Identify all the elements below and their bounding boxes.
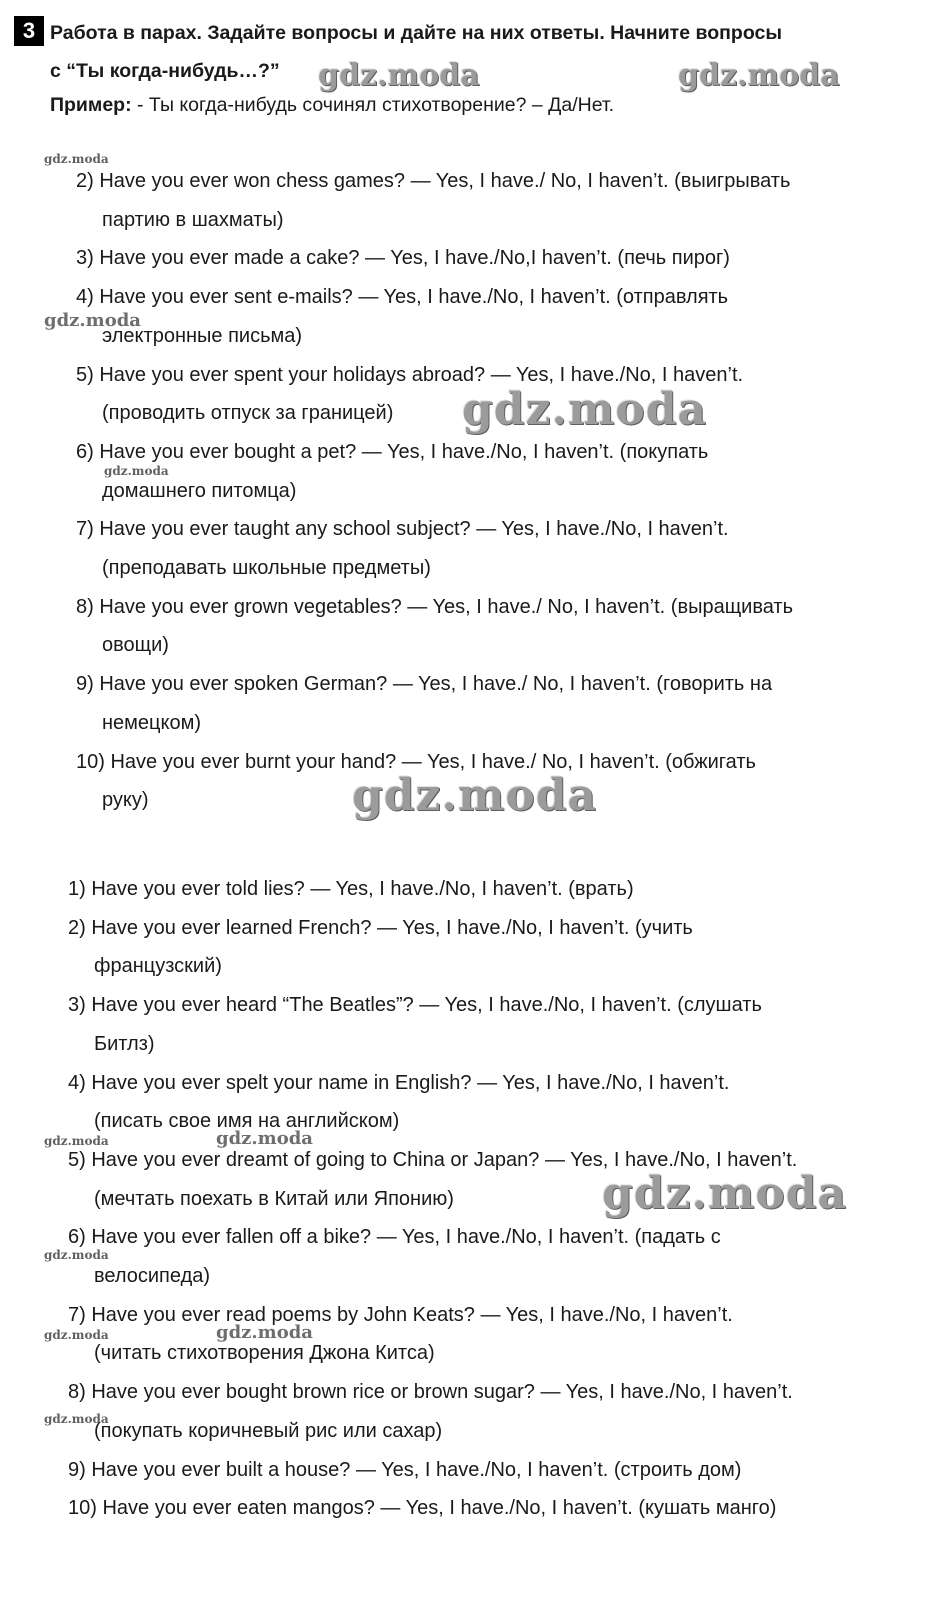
list-item: 5) Have you ever dreamt of going to China or Japan? — Yes, I have./No, I haven’t. (мечтать поехать в Китай или Японию) [68, 1148, 798, 1210]
watermark: gdz.moda [318, 58, 480, 93]
list-item: 10) Have you ever eaten mangos? — Yes, I have./No, I haven’t. (кушать манго) [68, 1497, 777, 1520]
list-item: 4) Have you ever spelt your name in English? — Yes, I have./No, I haven’t. (писать свое имя на английском) [68, 1071, 730, 1133]
list-item: 8) Have you ever bought brown rice or brown sugar? — Yes, I have./No, I haven’t. (покупать коричневый рис или сахар) [68, 1381, 793, 1442]
watermark: gdz.moda [104, 464, 169, 478]
answer-list-2 [68, 870, 888, 1528]
watermark: gdz.moda [216, 1322, 313, 1343]
list-item: 7) Have you ever taught any school subject? — Yes, I have./No, I haven’t. (преподавать школьные предметы) [76, 518, 729, 580]
list-item: 6) Have you ever bought a pet? — Yes, I have./No, I haven’t. (покупать домашнего питомца) [76, 440, 709, 502]
list-item: 3) Have you ever heard “The Beatles”? — Yes, I have./No, I haven’t. (слушать Битлз) [68, 994, 762, 1055]
list-item: 9) Have you ever built a house? — Yes, I have./No, I haven’t. (строить дом) [68, 1458, 742, 1481]
list-item: 4) Have you ever sent e-mails? — Yes, I have./No, I haven’t. (отправлять электронные письма) [76, 286, 729, 347]
task-example [50, 90, 904, 120]
list-item: 10) Have you ever burnt your hand? — Yes, I have./ No, I haven’t. (обжигать руку) [76, 750, 756, 812]
watermark: gdz.moda [216, 1128, 313, 1149]
answer-list-1 [76, 162, 894, 820]
list-item: 6) Have you ever fallen off a bike? — Yes, I have./No, I haven’t. (падать с велосипеда) [68, 1226, 721, 1288]
watermark: gdz.moda [678, 58, 840, 93]
watermark: gdz.moda [44, 152, 109, 166]
watermark: gdz.moda [44, 1248, 109, 1262]
watermark: gdz.moda [602, 1168, 848, 1219]
task-title [50, 14, 904, 90]
task-title-line1: Работа в парах. Задайте вопросы и дайте на них ответы. Начните вопросы [50, 22, 782, 44]
list-item: 7) Have you ever read poems by John Keats? — Yes, I have./No, I haven’t. (читать стихотворения Джона Китса) [68, 1303, 733, 1365]
example-label: Пример: [50, 94, 132, 116]
watermark: gdz.moda [44, 1412, 109, 1426]
list-item: 2) Have you ever learned French? — Yes, I have./No, I haven’t. (учить французский) [68, 916, 693, 978]
watermark: gdz.moda [44, 1134, 109, 1148]
example-text: - Ты когда-нибудь сочинял стихотворение? – Да/Нет. [131, 94, 615, 116]
watermark: gdz.moda [44, 1328, 109, 1342]
task-title-line2: с “Ты когда-нибудь…?” [50, 60, 280, 82]
list-item: 5) Have you ever spent your holidays abroad? — Yes, I have./No, I haven’t. (проводить отпуск за границей) [76, 363, 744, 425]
list-item: 2) Have you ever won chess games? — Yes, I have./ No, I haven’t. (выигрывать партию в шахматы) [76, 170, 791, 231]
watermark: gdz.moda [462, 384, 708, 435]
list-item: 3) Have you ever made a cake? — Yes, I have./No,I haven’t. (печь пирог) [76, 247, 730, 270]
watermark: gdz.moda [352, 770, 598, 821]
list-item: 9) Have you ever spoken German? — Yes, I have./ No, I haven’t. (говорить на немецком) [76, 673, 773, 734]
task-header [14, 14, 904, 120]
watermark: gdz.moda [44, 310, 141, 331]
list-item: 8) Have you ever grown vegetables? — Yes, I have./ No, I haven’t. (выращивать овощи) [76, 595, 793, 657]
task-number-badge: 3 [14, 16, 44, 46]
list-item: 1) Have you ever told lies? — Yes, I have./No, I haven’t. (врать) [68, 878, 634, 900]
